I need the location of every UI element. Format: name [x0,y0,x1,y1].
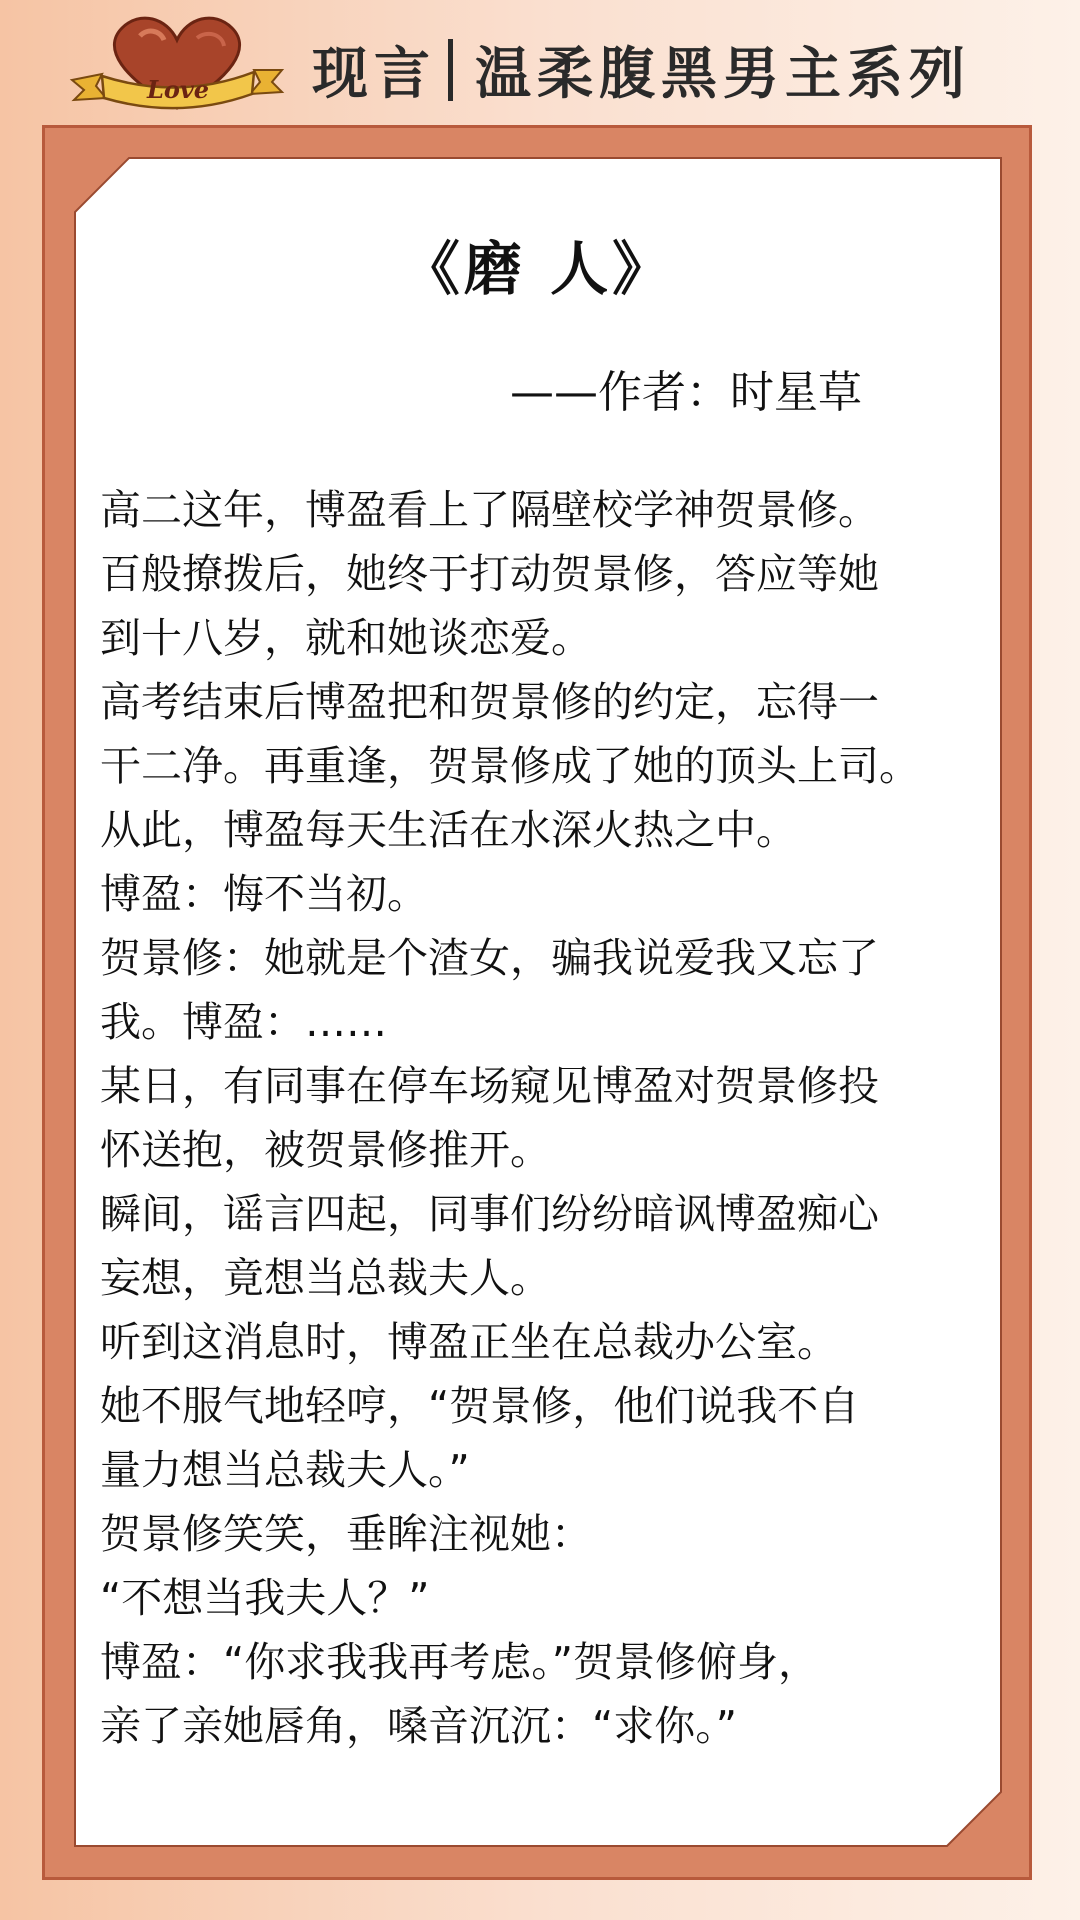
author-line: ——作者：时星草 [510,367,862,418]
synopsis-line: 高二这年，博盈看上了隔壁校学神贺景修。 [100,486,879,534]
synopsis-line: “不想当我夫人？” [100,1574,430,1622]
synopsis-line: 博盈：“你求我我再考虑。”贺景修俯身， [100,1638,819,1686]
synopsis-line: 怀送抱，被贺景修推开。 [100,1126,551,1174]
synopsis-line: 从此，博盈每天生活在水深火热之中。 [100,806,797,854]
synopsis [100,478,1000,1758]
synopsis-line: 干二净。再重逢，贺景修成了她的顶头上司。 [100,742,920,790]
synopsis-line: 量力想当总裁夫人。” [100,1446,470,1494]
synopsis-line: 听到这消息时，博盈正坐在总裁办公室。 [100,1318,838,1366]
love-heart-logo-icon [62,8,292,126]
synopsis-line: 贺景修：她就是个渣女，骗我说爱我又忘了 [100,934,879,982]
synopsis-line: 某日，有同事在停车场窥见博盈对贺景修投 [100,1062,879,1110]
synopsis-line: 我。博盈：…… [100,998,387,1046]
synopsis-line: 贺景修笑笑，垂眸注视她： [100,1510,592,1558]
synopsis-line: 亲了亲她唇角，嗓音沉沉：“求你。” [100,1702,737,1750]
synopsis-line: 妄想，竟想当总裁夫人。 [100,1254,551,1302]
header-divider [448,39,453,101]
category-label: 现言 [312,41,436,107]
synopsis-line: 百般撩拨后，她终于打动贺景修，答应等她 [100,550,879,598]
book-title: 《磨 人》 [401,235,675,303]
synopsis-line: 到十八岁，就和她谈恋爱。 [100,614,592,662]
svg-text:Love: Love [146,75,210,104]
synopsis-line: 她不服气地轻哼，“贺景修，他们说我不自 [100,1382,860,1430]
synopsis-line: 瞬间，谣言四起，同事们纷纷暗讽博盈痴心 [100,1190,879,1238]
synopsis-line: 博盈：悔不当初。 [100,870,428,918]
series-label: 温柔腹黑男主系列 [475,41,971,107]
header [0,0,1080,125]
synopsis-line: 高考结束后博盈把和贺景修的约定，忘得一 [100,678,879,726]
header-title [312,30,971,110]
